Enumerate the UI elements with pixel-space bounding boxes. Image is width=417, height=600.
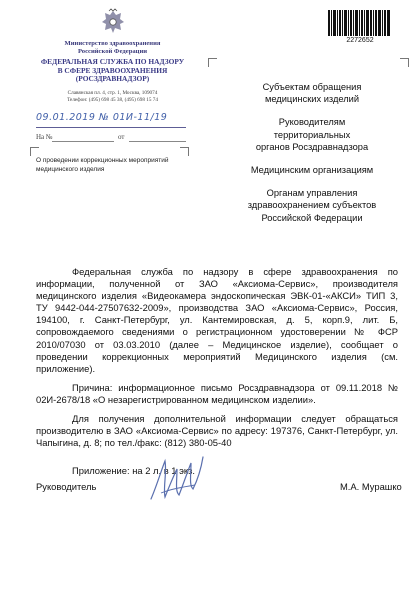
signatory-position: Руководитель xyxy=(36,481,97,492)
addressee-4: Органам управления здравоохранением субъектов Российской Федерации xyxy=(247,188,377,223)
addressees-block xyxy=(226,81,398,235)
reference-date-line xyxy=(129,141,186,142)
registration-number: 09.01.2019 № 01И-11/19 xyxy=(36,112,168,123)
body-paragraph-3: Для получения дополнительной информации следует обращаться производителю в ЗАО «Аксиома-Сервис» по адресу: 197376, Санкт-Петербург, ул. Чапыгина, д. 8; по тел./факс: (812) 380-05-40 xyxy=(36,413,398,449)
reference-number-label: На № xyxy=(36,133,53,141)
service-name: ФЕДЕРАЛЬНАЯ СЛУЖБА ПО НАДЗОРУ В СФЕРЕ ЗДРАВООХРАНЕНИЯ (РОСЗДРАВНАДЗОР) xyxy=(40,57,185,84)
coat-of-arms-icon xyxy=(99,8,127,36)
signatory-name: М.А. Мурашко xyxy=(340,481,402,492)
body-paragraph-2: Причина: информационное письмо Росздравнадзора от 09.11.2018 № 02И-2678/18 «О незарегистрированном медицинском изделии». xyxy=(36,381,398,405)
addressee-3: Медицинским организациям xyxy=(250,165,374,176)
letter-body xyxy=(36,266,398,484)
barcode xyxy=(328,10,390,36)
addressee-1: Субъектам обращения медицинских изделий xyxy=(262,82,362,105)
service-address: Славянская пл. 4, стр. 1, Москва, 109074 Телефон: (495) 698 45 38, (495) 698 15 74 xyxy=(67,90,158,103)
letter-subject: О проведении коррекционных мероприятий медицинского изделия xyxy=(36,157,169,173)
handwritten-signature xyxy=(143,449,213,509)
addressee-corner-right xyxy=(400,58,409,67)
subject-corner-left xyxy=(30,147,39,156)
barcode-number: 2272652 xyxy=(346,37,374,44)
registration-underline xyxy=(36,127,186,128)
ministry-name: Министерство здравоохранения Российской Федерации xyxy=(64,40,161,56)
reference-number-line xyxy=(52,141,114,142)
subject-corner-right xyxy=(180,147,189,156)
body-paragraph-1: Федеральная служба по надзору в сфере здравоохранения по информации, полученной от ЗАО «Аксиома-Сервис», производителя медицинского изделия «Видеокамера эндоскопическая ЭВК-01-«АКСИ» ТИП 3, ТУ 9442-044-27507632-2009», производства ЗАО «Аксиома-Сервис», Россия, 194100, г. Санкт-Петербург, ул. Кантемировская, д. 5, корп.9, лит. Б, сопровождаемого сведениями о регистрационном удостоверении № ФСР 2010/07030 от 03.03.2010 (далее – Медицинское изделие), сообщает о проведении коррекционных мероприятий Медицинского изделия (см. приложение). xyxy=(36,266,398,374)
addressee-corner-left xyxy=(208,58,217,67)
attachment-note: Приложение: на 2 л. в 1 экз. xyxy=(72,465,195,477)
reference-date-label: от xyxy=(118,133,125,141)
addressee-2: Руководителям территориальных органов Росздравнадзора xyxy=(255,117,369,152)
